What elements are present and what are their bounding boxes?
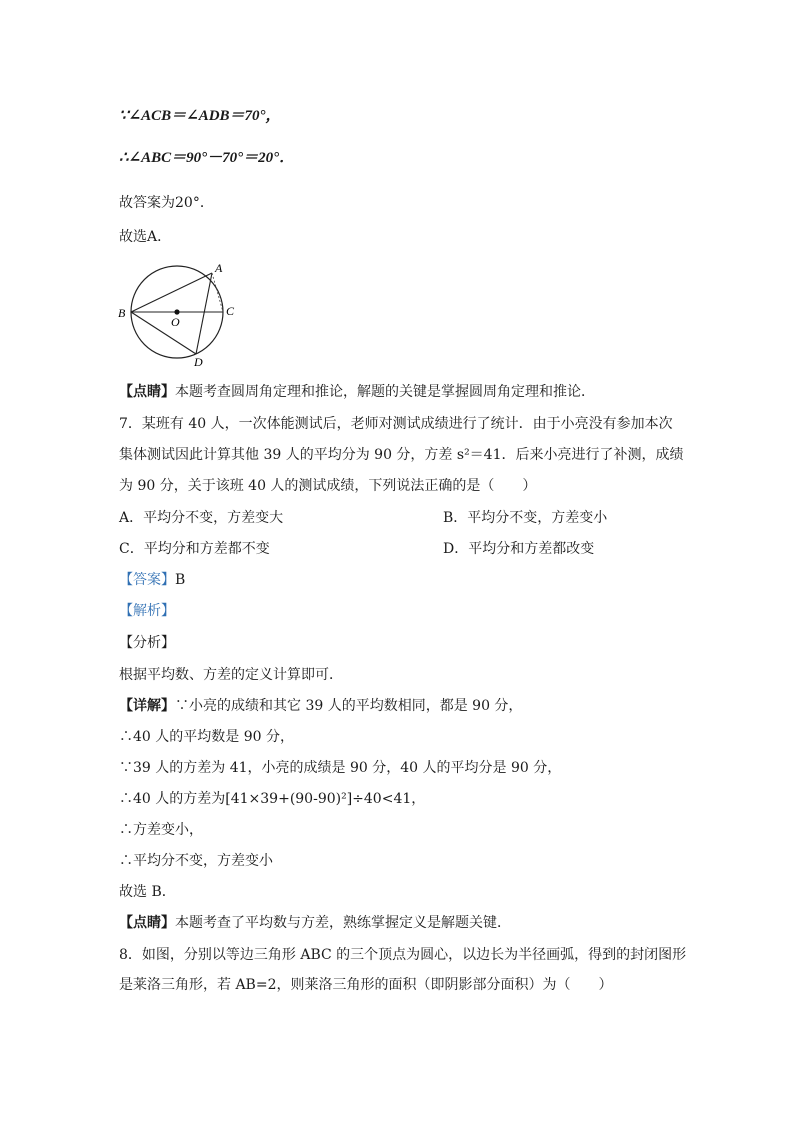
comment-tag: 【点睛】 (119, 384, 175, 400)
q7-stem-line3: 为 90 分，关于该班 40 人的测试成绩，下列说法正确的是（ ） (119, 478, 537, 494)
q7-detail-4: ∴40 人的方差为[41×39+(90-90)²]÷40<41， (119, 791, 426, 807)
answer-line: 故答案为20°． (119, 195, 214, 211)
comment-text: 本题考查了平均数与方差，熟练掌握定义是解题关键． (175, 915, 511, 931)
because-angle-line: ∵∠ACB＝∠ADB＝70°， (119, 108, 281, 124)
prev-comment (119, 382, 595, 402)
q7-detail-6: ∴平均分不变，方差变小 (119, 853, 273, 869)
q8-stem-line1: 8．如图，分别以等边三角形 ABC 的三个顶点为圆心，以边长为半径画弧，得到的封闭图形 (119, 947, 687, 963)
q7-fenxi-tag: 【分析】 (119, 635, 175, 651)
label-B: B (118, 306, 126, 320)
center-point-O (174, 309, 179, 314)
answer-value: B (175, 572, 186, 588)
choose-line: 故选A． (119, 229, 172, 245)
label-C: C (226, 304, 235, 318)
detail-text-1: ∵小亮的成绩和其它 39 人的平均数相同，都是 90 分， (175, 698, 523, 714)
q7-stem-line1: 7．某班有 40 人，一次体能测试后，老师对测试成绩进行了统计．由于小亮没有参加本次 (119, 416, 673, 432)
comment-text: 本题考查圆周角定理和推论，解题的关键是掌握圆周角定理和推论． (175, 384, 595, 400)
q7-detail-5: ∴方差变小， (119, 822, 203, 838)
detail-tag: 【详解】 (119, 698, 175, 714)
label-D: D (194, 355, 203, 369)
q7-option-d: D．平均分和方差都改变 (443, 541, 595, 557)
q7-analysis-tag: 【解析】 (119, 603, 175, 619)
circle-figure (112, 258, 247, 370)
label-O: O (171, 315, 180, 329)
segment-AC (212, 273, 223, 312)
q8-stem-line2: 是莱洛三角形，若 AB=2，则莱洛三角形的面积（即阴影部分面积）为（ ） (119, 977, 613, 993)
q7-fenxi-text: 根据平均数、方差的定义计算即可． (119, 667, 343, 683)
q7-stem-line2: 集体测试因此计算其他 39 人的平均分为 90 分，方差 s²＝41．后来小亮进行了补测，成绩 (119, 447, 684, 463)
q7-option-b: B．平均分不变，方差变小 (443, 510, 608, 526)
therefore-angle-line: ∴∠ABC＝90°－70°＝20°． (119, 150, 295, 166)
q7-comment (119, 913, 511, 933)
q7-option-c: C．平均分和方差都不变 (119, 541, 270, 557)
segment-BA (131, 273, 212, 312)
q7-detail-2: ∴40 人的平均数是 90 分， (119, 729, 294, 745)
segment-BD (131, 312, 196, 354)
q7-detail-1 (119, 696, 522, 716)
label-A: A (215, 261, 223, 275)
q7-answer (119, 570, 185, 590)
q7-detail-3: ∵39 人的方差为 41，小亮的成绩是 90 分，40 人的平均分是 90 分， (119, 760, 562, 776)
segment-AD (196, 273, 212, 354)
comment-tag: 【点睛】 (119, 915, 175, 931)
q7-choose: 故选 B． (119, 884, 176, 900)
q7-option-a: A．平均分不变，方差变大 (119, 510, 284, 526)
answer-tag: 【答案】 (119, 572, 175, 588)
